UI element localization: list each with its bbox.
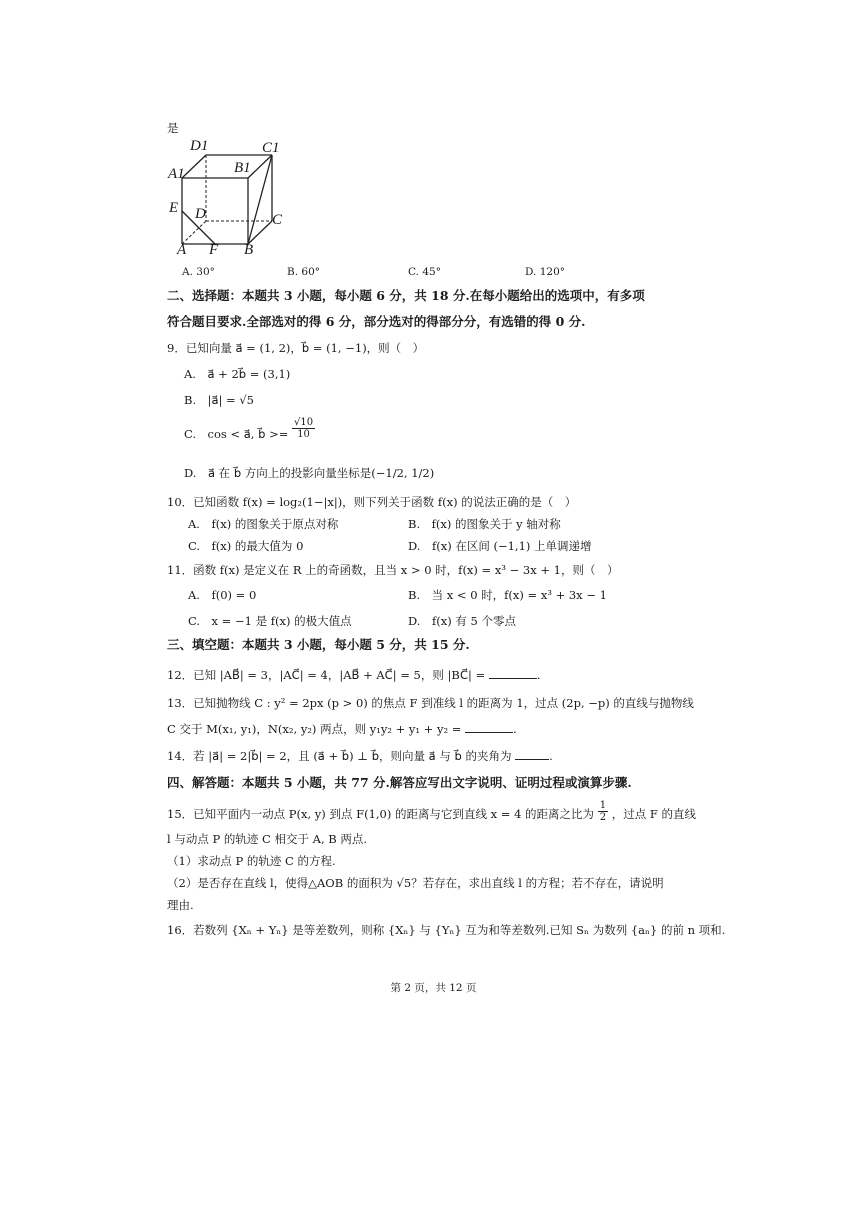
q11-option-b[interactable]: B. 当 x < 0 时，f(x) = x³ + 3x − 1 bbox=[408, 588, 607, 602]
q8-option-a[interactable]: A. 30° bbox=[182, 266, 215, 278]
q9-c-text: C. cos < a⃗, b⃗ >= bbox=[184, 427, 289, 441]
q10-option-a[interactable]: A. f(x) 的图象关于原点对称 bbox=[188, 517, 339, 531]
q8-option-c[interactable]: C. 45° bbox=[408, 266, 441, 278]
label-f: F bbox=[209, 242, 219, 258]
q12-text: 12．已知 |AB⃗| = 3，|AC⃗| = 4，|AB⃗ + AC⃗| = 5，则 |BC⃗| = bbox=[167, 668, 486, 682]
q8-option-d[interactable]: D. 120° bbox=[525, 266, 566, 278]
q15-text-a: 15．已知平面内一动点 P(x, y) 到点 F(1,0) 的距离与它到直线 x = 4 的距离之比为 bbox=[167, 807, 595, 821]
q16: 16．若数列 {Xₙ + Yₙ} 是等差数列，则称 {Xₙ} 与 {Yₙ} 互为和等差数列.已知 Sₙ 为数列 {aₙ} 的前 n 项和. bbox=[167, 923, 726, 937]
section2-heading-line1: 二、选择题：本题共 3 小题，每小题 6 分，共 18 分.在每小题给出的选项中，有多项 bbox=[167, 288, 645, 303]
section3-heading: 三、填空题：本题共 3 小题，每小题 5 分，共 15 分. bbox=[167, 637, 470, 652]
label-e: E bbox=[169, 200, 179, 216]
label-c: C bbox=[272, 212, 283, 228]
q11-option-a[interactable]: A. f(0) = 0 bbox=[188, 588, 257, 602]
q12: 12．已知 |AB⃗| = 3，|AC⃗| = 4，|AB⃗ + AC⃗| = 5，则 |BC⃗| = . bbox=[167, 668, 541, 682]
q13-line1: 13．已知抛物线 C : y² = 2px (p > 0) 的焦点 F 到准线 l 的距离为 1，过点 (2p, −p) 的直线与抛物线 bbox=[167, 696, 694, 710]
q11-stem: 11．函数 f(x) 是定义在 R 上的奇函数，且当 x > 0 时，f(x) = x³ − 3x + 1，则（ ） bbox=[167, 563, 619, 577]
q10-option-c[interactable]: C. f(x) 的最大值为 0 bbox=[188, 539, 304, 553]
label-b1: B1 bbox=[234, 160, 251, 176]
q15-part1: （1）求动点 P 的轨迹 C 的方程. bbox=[167, 854, 336, 868]
q10-option-d[interactable]: D. f(x) 在区间 (−1,1) 上单调递增 bbox=[408, 539, 592, 553]
q15-line2: l 与动点 P 的轨迹 C 相交于 A, B 两点. bbox=[167, 832, 368, 846]
q9-option-b[interactable]: B. |a⃗| = √5 bbox=[184, 393, 254, 407]
q9-stem: 9．已知向量 a⃗ = (1, 2)，b⃗ = (1, −1)，则（ ） bbox=[167, 341, 425, 355]
q14: 14．若 |a⃗| = 2|b⃗| = 2，且 (a⃗ + b⃗) ⊥ b⃗，则向量 a⃗ 与 b⃗ 的夹角为 . bbox=[167, 749, 553, 763]
q15-part2: （2）是否存在直线 l，使得△AOB 的面积为 √5？若存在，求出直线 l 的方程；若不存在，请说明 bbox=[167, 876, 664, 890]
section2-heading-line2: 符合题目要求.全部选对的得 6 分，部分选对的得部分分，有选错的得 0 分. bbox=[167, 314, 586, 329]
q9-option-d[interactable]: D. a⃗ 在 b⃗ 方向上的投影向量坐标是(−1/2, 1/2) bbox=[184, 466, 435, 480]
label-a: A bbox=[177, 242, 187, 258]
label-b: B bbox=[244, 242, 254, 258]
q8-option-b[interactable]: B. 60° bbox=[287, 266, 321, 278]
label-a1: A1 bbox=[168, 166, 185, 182]
page-footer: 第 2 页，共 12 页 bbox=[390, 982, 477, 994]
header-fragment: 是 bbox=[167, 121, 179, 135]
q15-fraction: $\frac{1}{2}$ bbox=[599, 799, 607, 823]
q13-line2: C 交于 M(x₁, y₁)，N(x₂, y₂) 两点，则 y₁y₂ + y₁ + y₂ = . bbox=[167, 722, 517, 736]
q15-line1 bbox=[167, 799, 697, 823]
cube-figure bbox=[160, 140, 300, 260]
q9-option-a[interactable]: A. a⃗ + 2b⃗ = (3,1) bbox=[184, 367, 291, 381]
q14-answer-blank[interactable] bbox=[515, 749, 549, 760]
label-c1: C1 bbox=[262, 140, 280, 156]
label-d: D bbox=[195, 206, 206, 222]
q12-answer-blank[interactable] bbox=[489, 668, 537, 679]
q11-option-d[interactable]: D. f(x) 有 5 个零点 bbox=[408, 614, 516, 628]
q9-c-fraction: $\frac{√10}{10}$ bbox=[294, 416, 314, 440]
q11-option-c[interactable]: C. x = −1 是 f(x) 的极大值点 bbox=[188, 614, 352, 628]
q13-text: C 交于 M(x₁, y₁)，N(x₂, y₂) 两点，则 y₁y₂ + y₁ + y₂ = bbox=[167, 722, 462, 736]
q15-part2-cont: 理由. bbox=[167, 898, 194, 912]
section4-heading: 四、解答题：本题共 5 小题，共 77 分.解答应写出文字说明、证明过程或演算步骤. bbox=[167, 775, 632, 790]
q10-option-b[interactable]: B. f(x) 的图象关于 y 轴对称 bbox=[408, 517, 561, 531]
q10-stem: 10．已知函数 f(x) = log₂(1−|x|)，则下列关于函数 f(x) 的说法正确的是（ ） bbox=[167, 495, 577, 509]
label-d1: D1 bbox=[190, 138, 209, 154]
q9-option-c[interactable] bbox=[184, 416, 315, 442]
q15-text-b: ，过点 F 的直线 bbox=[611, 807, 697, 821]
q13-answer-blank[interactable] bbox=[465, 722, 513, 733]
q14-text: 14．若 |a⃗| = 2|b⃗| = 2，且 (a⃗ + b⃗) ⊥ b⃗，则向量 a⃗ 与 b⃗ 的夹角为 bbox=[167, 749, 512, 763]
